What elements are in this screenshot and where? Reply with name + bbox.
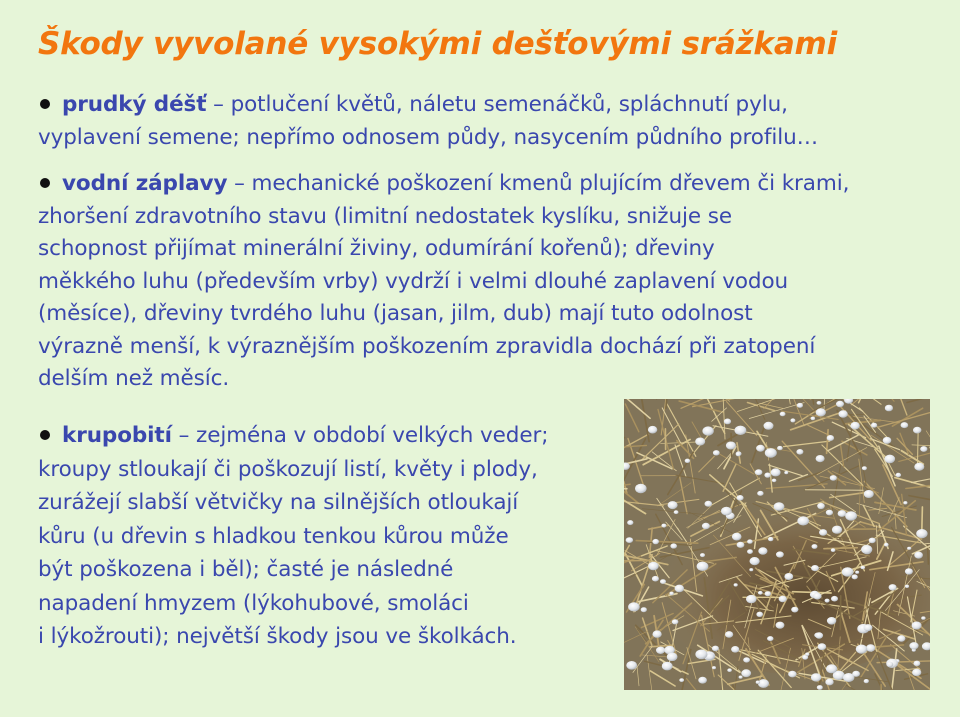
- bullet-text: vyplavení semene; nepřímo odnosem půdy, nasycením půdního profilu…: [38, 124, 819, 150]
- hailstone: [826, 664, 837, 673]
- hailstone: [669, 592, 673, 596]
- bullet-line: [38, 419, 548, 453]
- hailstone: [885, 455, 896, 464]
- hailstone: [864, 624, 873, 631]
- bullet-text: (měsíce), dřeviny tvrdého luhu (jasan, jilm, dub) mají tuto odolnost: [38, 301, 753, 326]
- hailstone: [796, 449, 803, 455]
- bullet-text: delším než měsíc.: [38, 366, 230, 391]
- hailstone: [831, 548, 836, 552]
- hailstone: [886, 662, 893, 668]
- hailstone: [797, 516, 809, 525]
- hailstone: [885, 405, 893, 412]
- hailstone: [861, 566, 866, 570]
- hailstone: [838, 410, 847, 417]
- hailstone: [905, 585, 909, 588]
- hailstone: [817, 685, 823, 690]
- hailstone: [914, 661, 921, 667]
- hailstone: [862, 466, 867, 470]
- hailstone: [921, 616, 925, 619]
- bullet-text: mechanické poškození kmenů plujícím dřevem či krami,: [251, 171, 850, 196]
- hailstone: [758, 679, 769, 688]
- hailstone: [705, 501, 713, 507]
- hailstone: [697, 562, 709, 571]
- hailstone: [731, 646, 739, 653]
- hailstone: [784, 573, 793, 580]
- hailstone: [702, 426, 713, 435]
- hailstone: [662, 662, 673, 671]
- hailstone: [883, 437, 892, 444]
- hailstone: [831, 596, 838, 602]
- hailstone: [818, 643, 827, 650]
- bullet-icon: [40, 178, 50, 188]
- hailstone: [912, 622, 922, 630]
- hailstone: [907, 547, 911, 550]
- hailstone: [780, 412, 786, 417]
- hailstone: [750, 557, 760, 565]
- hailstone: [685, 459, 690, 463]
- bullet-dash: –: [206, 92, 231, 117]
- hailstone: [805, 653, 809, 656]
- hailstone: [825, 599, 830, 603]
- hailstone: [713, 450, 720, 455]
- hailstone: [743, 657, 750, 662]
- hailstone: [914, 463, 924, 471]
- hailstone: [816, 408, 826, 416]
- bullet-text: zejména v období velkých veder;: [196, 423, 549, 448]
- hailstone: [736, 452, 741, 456]
- hailstone: [920, 446, 927, 452]
- hailstone: [817, 401, 822, 405]
- bullet-term: prudký déšť: [62, 92, 207, 117]
- hailstone: [732, 533, 742, 541]
- hailstone: [626, 537, 633, 543]
- hailstone: [648, 426, 657, 434]
- hailstone: [811, 417, 815, 421]
- bullet-term: vodní záplavy: [62, 171, 228, 196]
- hailstone: [889, 584, 897, 590]
- hailstone: [674, 510, 679, 514]
- bullet-text: zhoršení zdravotního stavu (limitní nedostatek kyslíku, snižuje se: [38, 203, 732, 229]
- hailstone: [765, 448, 777, 458]
- hailstone: [826, 510, 833, 516]
- hailstone: [772, 479, 777, 483]
- hailstone: [909, 642, 918, 649]
- hailstone: [797, 403, 803, 408]
- hailstone: [845, 511, 857, 520]
- bullet-text: i lýkožrouti); největší škody jsou ve školkách.: [38, 624, 517, 649]
- hailstone: [652, 539, 659, 544]
- hailstone: [784, 471, 788, 474]
- hailstone: [727, 668, 732, 672]
- grass-blade: [624, 560, 651, 561]
- hailstone: [757, 491, 763, 496]
- hailstone: [827, 617, 836, 625]
- hailstone: [827, 435, 834, 441]
- hailstone: [668, 501, 678, 509]
- hailstone: [825, 679, 833, 686]
- hailstone: [832, 526, 842, 534]
- hailstone: [790, 418, 795, 422]
- hailstone: [764, 473, 770, 478]
- hailstone: [737, 495, 744, 501]
- hailstone: [866, 644, 875, 651]
- hailstone: [869, 538, 876, 544]
- hailstone: [864, 490, 874, 498]
- hailstone: [852, 574, 858, 579]
- bullet-dash: –: [171, 423, 197, 448]
- hailstone: [758, 591, 763, 595]
- hailstone: [903, 501, 907, 504]
- hailstone: [842, 567, 854, 576]
- hailstone: [702, 523, 710, 529]
- hailstone: [675, 585, 684, 593]
- hailstone: [815, 632, 823, 638]
- hailstone: [735, 426, 747, 435]
- hailstone: [788, 671, 796, 678]
- hailstone: [698, 677, 707, 684]
- hailstone: [838, 510, 847, 517]
- hailstone: [896, 473, 902, 477]
- hailstone: [695, 438, 705, 446]
- hailstone: [836, 401, 844, 407]
- hailstone: [905, 568, 913, 574]
- hailstone: [756, 445, 765, 452]
- hailstone: [670, 543, 677, 548]
- grass-blade: [624, 489, 627, 490]
- hailstone: [856, 645, 867, 654]
- hailstone: [855, 571, 859, 574]
- hailstone: [747, 539, 753, 543]
- hailstone: [767, 636, 773, 641]
- hailstone: [737, 542, 745, 548]
- hailstone: [700, 553, 705, 557]
- grass-blade: [824, 548, 857, 549]
- bullet-text: být poškozena i běl); časté je následné: [38, 557, 454, 582]
- grass-blade: [928, 545, 929, 564]
- bullet-line: [38, 168, 849, 201]
- hailstone: [776, 622, 785, 629]
- hail-on-grass-photo: [624, 399, 930, 690]
- hailstone: [819, 529, 827, 536]
- bullet-text: potlučení květů, náletu semenáčků, spláchnutí pylu,: [230, 92, 788, 117]
- hailstone: [746, 595, 757, 603]
- hailstone: [777, 446, 783, 450]
- hailstone: [816, 455, 825, 462]
- hailstone: [627, 520, 633, 525]
- hailstone: [741, 669, 751, 677]
- hailstone: [660, 579, 666, 584]
- bullet-text: schopnost přijímat minerální živiny, odumírání kořenů); dřeviny: [38, 236, 715, 261]
- hailstone: [774, 502, 785, 511]
- bullet-icon: [40, 430, 50, 440]
- bullet-vodni-zaplavy: [38, 168, 849, 396]
- hailstone: [734, 583, 738, 586]
- hailstone: [812, 544, 818, 549]
- hailstone: [756, 681, 760, 684]
- bullet-prudky-dest: [38, 89, 818, 154]
- hailstone: [672, 619, 679, 624]
- hailstone: [755, 469, 763, 475]
- bullet-text: výrazně menší, k výraznějším poškozením zpravidla dochází při zatopení: [38, 333, 816, 359]
- hailstone: [724, 419, 731, 425]
- hailstone: [771, 468, 781, 476]
- hailstone: [871, 423, 877, 428]
- hailstone: [656, 647, 665, 654]
- bullet-text: napadení hmyzem (lýkohubové, smoláci: [38, 590, 469, 616]
- hailstone: [913, 427, 921, 434]
- hailstone: [747, 549, 753, 554]
- hailstone: [791, 607, 798, 613]
- bullet-text: měkkého luhu (především vrby) vydrží i velmi dlouhé zaplavení vodou: [38, 268, 789, 294]
- bullet-krupobiti: [38, 419, 548, 654]
- hailstone: [756, 612, 763, 617]
- hailstone: [764, 422, 774, 430]
- hailstone: [916, 529, 927, 538]
- hailstone: [817, 503, 825, 509]
- hailstone: [850, 422, 859, 430]
- hailstone: [811, 565, 819, 571]
- hailstone: [712, 666, 716, 669]
- hailstone: [852, 671, 860, 677]
- bullet-text: zurážejí slabší větvičky na silnějších otloukají: [38, 490, 519, 515]
- hailstone: [779, 596, 787, 603]
- hailstone: [635, 484, 647, 493]
- hailstone: [626, 661, 637, 670]
- bullet-icon: [40, 99, 50, 109]
- hailstone: [628, 602, 640, 611]
- hailstone: [884, 543, 889, 547]
- hailstone: [721, 507, 732, 516]
- hailstone: [641, 607, 647, 612]
- hailstone: [768, 537, 773, 541]
- hailstone: [813, 593, 822, 600]
- bullet-text: kroupy stloukají či poškozují listí, květy i plody,: [38, 456, 538, 482]
- hailstone: [712, 646, 719, 652]
- hailstone: [901, 422, 909, 428]
- hailstone: [864, 679, 869, 683]
- bullet-dash: –: [227, 171, 252, 196]
- hailstone: [912, 669, 921, 676]
- hailstone: [661, 524, 666, 528]
- hailstone: [765, 591, 771, 596]
- hailstone: [679, 678, 684, 682]
- hailstone: [695, 650, 707, 660]
- hailstone: [861, 545, 872, 554]
- bullet-line: [38, 89, 818, 122]
- hailstone: [811, 673, 821, 681]
- hailstone: [648, 562, 659, 570]
- hailstone: [739, 676, 743, 679]
- hailstone: [776, 551, 784, 557]
- bullet-text: kůru (u dřevin s hladkou tenkou kůrou může: [38, 523, 509, 549]
- hailstone: [653, 630, 662, 637]
- hailstone: [914, 552, 923, 559]
- hailstone: [830, 475, 837, 481]
- hailstone: [725, 631, 733, 638]
- slide-title: Škody vyvolané vysokými dešťovými srážkami: [38, 26, 838, 62]
- hailstone: [726, 442, 736, 450]
- hailstone: [749, 568, 753, 571]
- hailstone: [758, 547, 767, 554]
- bullet-term: krupobití: [62, 423, 172, 448]
- hailstone: [897, 635, 905, 641]
- hailstone: [667, 653, 678, 662]
- hailstone: [652, 576, 659, 582]
